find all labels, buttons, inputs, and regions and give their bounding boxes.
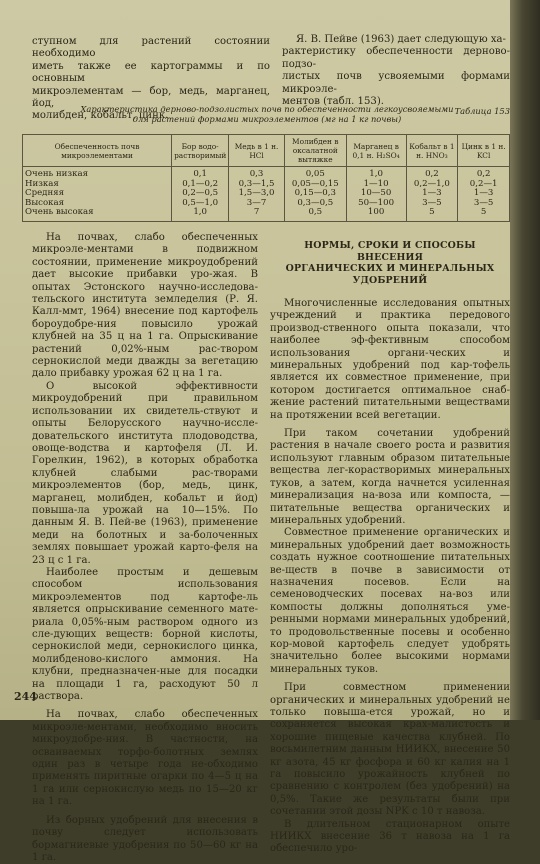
value: 5 bbox=[480, 207, 487, 218]
value: 10—50 bbox=[360, 188, 392, 199]
section-heading bbox=[270, 240, 510, 286]
text-line: иметь также ее картограммы и по основным bbox=[32, 60, 270, 85]
value: 1—10 bbox=[363, 178, 389, 189]
paragraph: Совместное применение органических и минеральных удобрений дает возможность создать нужное соотношение питательных ве-ществ в почве в зависимости от назначения посевов. Если на семеноводческих посевах на-воз или компосты должны дополняться уме-ренными нормами минеральных удобрений, то продовольственные посевы и особенно кор-мовой картофель следует удобрять значительно более высокими нормами минеральных туков. bbox=[270, 527, 510, 675]
manganese-cell bbox=[346, 167, 406, 222]
cobalt-cell bbox=[406, 167, 458, 222]
value: 1,0 bbox=[369, 169, 383, 179]
text-line: листых почв усвояемыми формами микроэле- bbox=[282, 71, 510, 95]
zinc-cell bbox=[458, 167, 510, 222]
table-header-row bbox=[23, 135, 510, 167]
value: 0,3 bbox=[249, 169, 264, 179]
value: 1,0 bbox=[193, 207, 207, 218]
value: 0,2—1,0 bbox=[413, 178, 450, 189]
heading-line: НОРМЫ, СРОКИ И СПОСОБЫ ВНЕСЕНИЯ bbox=[304, 240, 476, 263]
page-number: 244 bbox=[14, 690, 37, 703]
table-row bbox=[23, 167, 510, 222]
paragraph: В длительном стационарном опыте НИИКХ внесение 36 т навоза на 1 га обеспечило уро- bbox=[270, 818, 510, 855]
table-header-cell: Обеспеченность почв микроэлементами bbox=[23, 135, 172, 167]
paragraph: Многочисленные исследования опытных учреждений и практика передового производ-ственного опыта показали, что наиболее эф-фективным способом использования органи-ческих и минеральных удобрений под кар-тофель является их совместное применение, при котором достигается оптимальное снаб-жение растений питательными веществами на протяжении всей вегетации. bbox=[270, 298, 510, 421]
paragraph: При совместном применении органических и минеральных удобрений не только повыша-ется урожай, но и сохраняется высокая крах-малистость и хорошие пищевые качества клубней. По восьмилетним данным НИИКХ, внесение 50 кг азота, 45 кг фосфора и 60 кг калия на 1 га повысило урожайность клубней по сравнению с контролем (без удобрений) на 0,5%. Такие же результаты были при сочетании этой дозы NPK с 10 т навоза. bbox=[270, 682, 510, 818]
left-column bbox=[32, 232, 258, 864]
caption-line: Характеристика дерново-подзолистых почв по обеспеченности легкоусвояемыми bbox=[80, 104, 454, 114]
paragraph: На почвах, слабо обеспеченных микроэле-ментами в подвижном состоянии, применение микроудобрений дает высокие прибавки уро-жая. В опытах Эстонского научно-исследова-тельского института земледелия (Р. Я. Калл-ммт, 1964) внесение под картофель бороудобре-ния повысило урожай клубней на 35 ц на 1 га. Опрыскивание растений 0,02%-ным рас-твором сернокислой меди дважды за вегетацию дало прибавку урожая 62 ц на 1 га. bbox=[32, 232, 258, 380]
level-label: Средняя bbox=[25, 188, 65, 199]
value: 3—5 bbox=[422, 197, 442, 208]
value: 0,3—1,5 bbox=[238, 178, 275, 189]
table-header-cell: Молибден в оксалатной вытяжке bbox=[284, 135, 346, 167]
table-caption bbox=[24, 104, 510, 124]
value: 0,2—0,5 bbox=[182, 188, 219, 199]
value: 5 bbox=[429, 207, 435, 218]
paragraph: Наиболее простым и дешевым способом использования микроэлементов под картофе-ль является опрыскивание семенного мате-риала 0,05%-ным раствором одного из сле-дующих веществ: борной кислоты, сернокислой меди, сернокислого цинка, молибденово-кислого аммония. На клубни, предназначен-ные для посадки на площади 1 га, расходуют 50 л раствора. bbox=[32, 566, 258, 703]
table-header-cell: Медь в 1 н. HCl bbox=[229, 135, 285, 167]
value: 0,05—0,15 bbox=[291, 178, 339, 189]
text-line: рактеристику обеспеченности дерново-подзо- bbox=[282, 46, 510, 70]
value: 1—3 bbox=[473, 188, 494, 199]
text-line: ступном для растений состоянии необходимо bbox=[32, 36, 270, 60]
value: 0,15—0,3 bbox=[294, 188, 336, 199]
value: 0,05 bbox=[305, 169, 325, 179]
value: 100 bbox=[367, 207, 385, 218]
paragraph: Из борных удобрений для внесения в почву следует использовать бормагниевые удобрения по 50—60 кг на 1 га. bbox=[32, 814, 258, 863]
right-column bbox=[270, 240, 510, 856]
value: 0,5 bbox=[308, 207, 323, 218]
table-header-cell: Цинк в 1 н. KCl bbox=[458, 135, 510, 167]
value: 7 bbox=[253, 207, 260, 218]
boron-cell bbox=[172, 167, 229, 222]
value: 0,1—0,2 bbox=[182, 178, 219, 189]
value: 1,5—3,0 bbox=[238, 188, 275, 199]
value: 0,1 bbox=[193, 169, 207, 179]
value: 3—7 bbox=[246, 197, 267, 208]
molybdenum-cell bbox=[284, 167, 346, 222]
value: 0,5—1,0 bbox=[182, 197, 219, 208]
top-right-text bbox=[282, 34, 510, 108]
value: 3—5 bbox=[473, 197, 494, 208]
value: 50—100 bbox=[358, 197, 395, 208]
heading-line: ОРГАНИЧЕСКИХ И МИНЕРАЛЬНЫХ УДОБРЕНИЙ bbox=[285, 263, 495, 286]
book-binding-edge bbox=[510, 0, 540, 720]
level-label: Очень высокая bbox=[25, 207, 94, 218]
text-line: Я. В. Пейве (1963) дает следующую ха- bbox=[296, 34, 506, 45]
text-line: микроэлементам — бор, медь, марганец, йод, bbox=[32, 85, 270, 110]
table-header-cell: Кобальт в 1 н. HNO₃ bbox=[406, 135, 458, 167]
microelement-table bbox=[22, 134, 510, 222]
value: 0,2—1 bbox=[469, 178, 498, 189]
level-label: Высокая bbox=[25, 197, 65, 208]
value: 0,2 bbox=[425, 169, 439, 179]
paragraph: При таком сочетании удобрений растения в начале своего роста и развития используют главным образом питательные вещества лег-корастворимых минеральных туков, а затем, когда начнется усиленная минерализация на-воза или компоста, — питательные вещества органических и минеральных удобрений. bbox=[270, 428, 510, 526]
paragraph: На почвах, слабо обеспеченных микроэле-ментами, необходимо вносить микроудобре-ния. В частности, на осваиваемых торфо-болотных землях один раз в четыре года не-обходимо применять пиритные огарки по 4—5 ц на 1 га или сернокислую медь по 15—20 кг на 1 га. bbox=[32, 709, 258, 808]
value: 0,2 bbox=[476, 169, 491, 179]
paragraph: О высокой эффективности микроудобрений при правильном использовании их свидетель-ствуют и опыты Белорусского научно-иссле-довательского института плодоводства, овоще-водства и картофеля (Л. И. Горелкин, 1962), в которых обработка клубней слабыми рас-творами микроэлементов (бор, медь, цинк, марганец, молибден, кобальт и йод) повыша-ла урожай на 10—15%. По данным Я. В. Пей-ве (1963), применение меди на болотных и за-болоченных землях повышает урожай карто-феля на 23 ц с 1 га. bbox=[32, 380, 258, 566]
caption-line: для растений формами микроэлементов (мг на 1 кг почвы) bbox=[132, 114, 402, 124]
level-label: Очень низкая bbox=[25, 169, 89, 179]
level-cell bbox=[23, 167, 172, 222]
text-line: ментов (табл. 153). bbox=[282, 96, 384, 108]
value: 1—3 bbox=[422, 188, 442, 199]
copper-cell bbox=[229, 167, 285, 222]
table-number: Таблица 153 bbox=[454, 106, 510, 116]
table-header-cell: Бор водо-растворимый bbox=[172, 135, 229, 167]
level-label: Низкая bbox=[25, 178, 59, 189]
value: 0,3—0,5 bbox=[297, 197, 334, 208]
text-line: молибден, кобальт, цинк. bbox=[32, 110, 169, 122]
table-header-cell: Марганец в 0,1 н. H₂SO₄ bbox=[346, 135, 406, 167]
